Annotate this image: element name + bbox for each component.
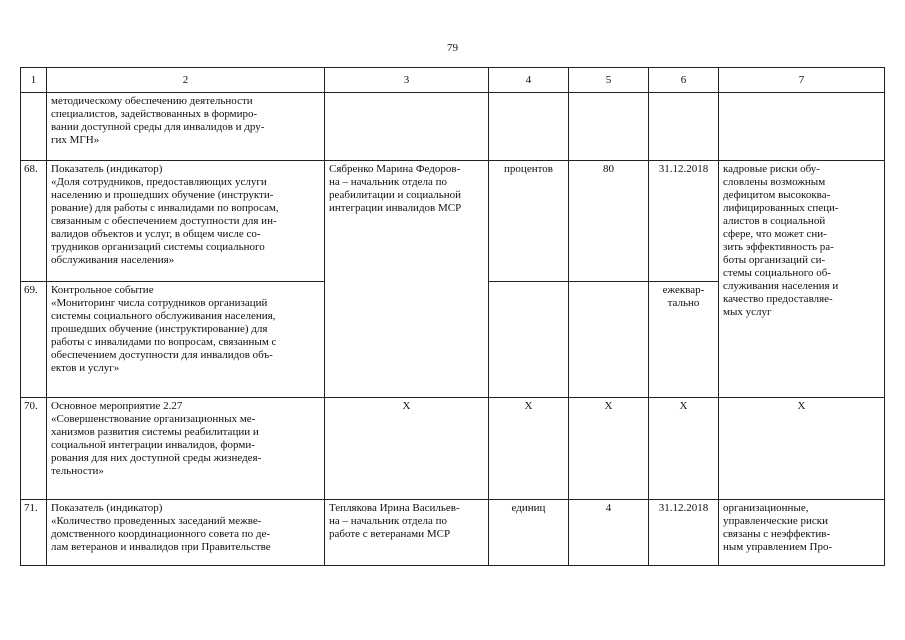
page-number: 79 [447, 42, 458, 54]
risk-description: организационные, управленческие риски связаны с неэффектив- ным управлением Про- [719, 500, 885, 566]
table-row-continuation [21, 93, 885, 161]
table-row-70 [21, 398, 885, 500]
header-row [21, 68, 885, 93]
control-event-description: Контрольное событие «Мониторинг числа сотрудников организаций системы социального обслуживания населения, прошедших обучение (инструктирование) для работы с инвалидами по вопросам, связанным с обеспечением доступности для инвалидов объ- ектов и услуг» [47, 282, 325, 398]
col-header-3: 3 [325, 68, 489, 93]
x-mark: X [649, 398, 719, 500]
col-header-7: 7 [719, 68, 885, 93]
plan-table [20, 67, 885, 566]
continuation-text: методическому обеспечению деятельности специалистов, задействованных в формиро- вании доступной среды для инвалидов и дру- гих МГН» [47, 93, 325, 161]
x-mark: X [719, 398, 885, 500]
row-number: 68. [21, 161, 47, 282]
x-mark: X [569, 398, 649, 500]
row-number: 69. [21, 282, 47, 398]
col-header-5: 5 [569, 68, 649, 93]
x-mark: X [489, 398, 569, 500]
col-header-6: 6 [649, 68, 719, 93]
main-activity-description: Основное мероприятие 2.27 «Совершенствование организационных ме- ханизмов развития системы реабилитации и социальной интеграции инвалидов, форми- рования для них доступной среды жизнедея- тельности» [47, 398, 325, 500]
responsible-person: Сябренко Марина Федоров- на – начальник отдела по реабилитации и социальной интеграции инвалидов МСР [325, 161, 489, 398]
col-header-1: 1 [21, 68, 47, 93]
row-number-cell [21, 93, 47, 161]
date-cell: ежеквар- тально [649, 282, 719, 398]
row-number: 71. [21, 500, 47, 566]
indicator-description: Показатель (индикатор) «Количество проведенных заседаний межве- домственного координационного совета по де- лам ветеранов и инвалидов при Правительстве [47, 500, 325, 566]
col-header-2: 2 [47, 68, 325, 93]
responsible-person: Теплякова Ирина Васильев- на – начальник отдела по работе с ветеранами МСР [325, 500, 489, 566]
value-cell: 4 [569, 500, 649, 566]
unit-cell: процентов [489, 161, 569, 282]
unit-cell: единиц [489, 500, 569, 566]
table-row-68 [21, 161, 885, 282]
col-header-4: 4 [489, 68, 569, 93]
indicator-description: Показатель (индикатор) «Доля сотрудников, предоставляющих услуги населению и прошедших обучение (инструкти- рование) для работы с инвалидами по вопросам, связанным с обеспечением доступности для ин- валидов объектов и услуг, в общем числе со- трудников организаций системы социального обслуживания населения» [47, 161, 325, 282]
row-number: 70. [21, 398, 47, 500]
date-cell: 31.12.2018 [649, 161, 719, 282]
date-cell: 31.12.2018 [649, 500, 719, 566]
table-row-71 [21, 500, 885, 566]
x-mark: X [325, 398, 489, 500]
value-cell: 80 [569, 161, 649, 282]
risk-description: кадровые риски обу- словлены возможным дефицитом высококва- лифицированных специ- алистов в социальной сфере, что может сни- зить эффективность ра- боты организаций си- стемы социального об- служивания населения и качество предоставляе- мых услуг [719, 161, 885, 398]
